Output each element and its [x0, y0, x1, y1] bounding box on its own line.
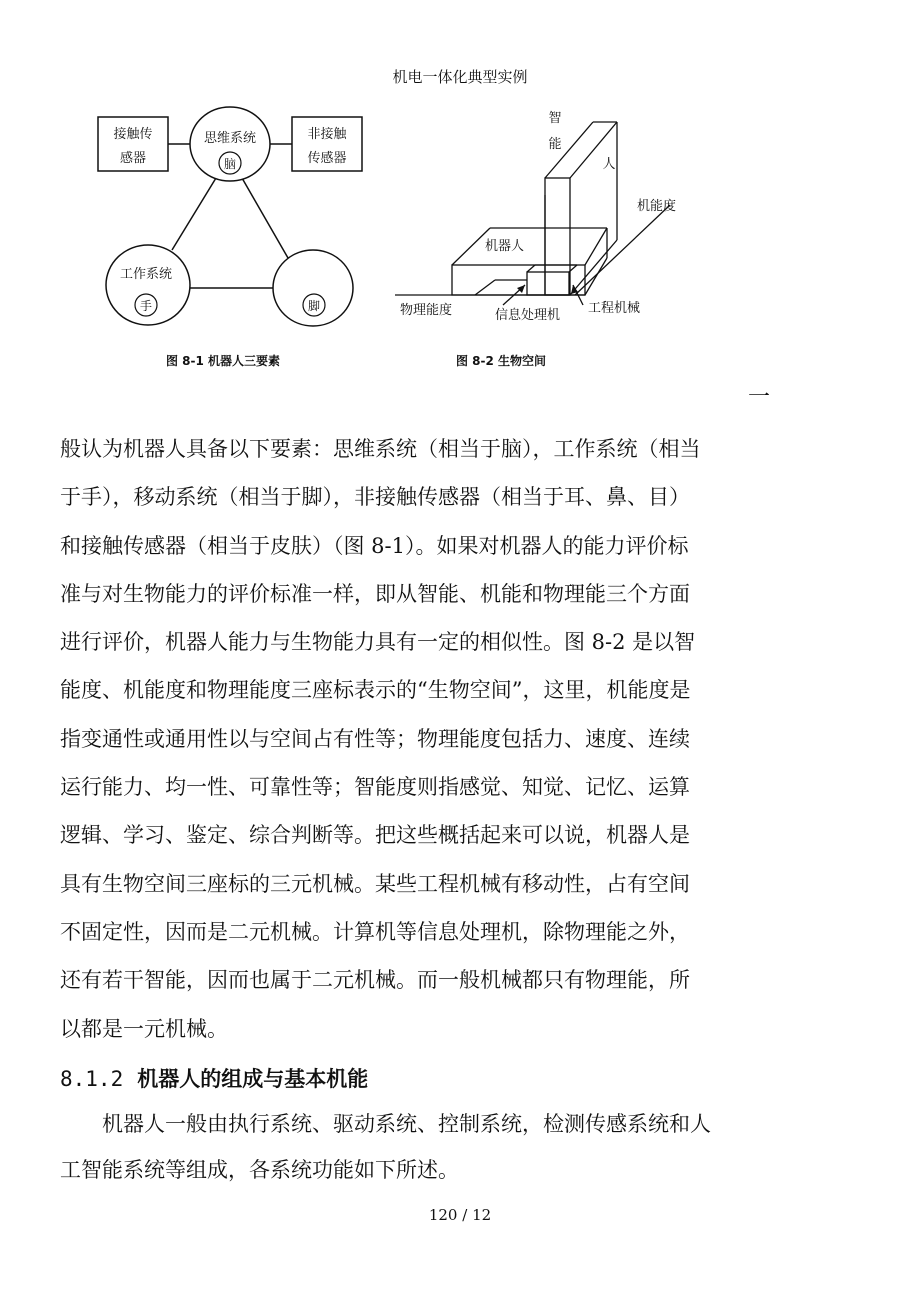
paragraph2-line: 机器人一般由执行系统、驱动系统、控制系统，检测传感系统和人	[102, 1112, 711, 1136]
paragraph1-line: 般认为机器人具备以下要素：思维系统（相当于脑），工作系统（相当	[60, 437, 701, 461]
axis-physical-label: 物理能度	[400, 303, 453, 318]
contact-sensor-line1: 接触传	[113, 127, 153, 142]
brain-label: 脑	[223, 157, 237, 171]
paragraph1-line: 能度、机能度和物理能度三座标表示的“生物空间”，这里，机能度是	[60, 678, 691, 703]
page-header: 机电一体化典型实例	[392, 68, 528, 86]
paragraph1-line: 具有生物空间三座标的三元机械。某些工程机械有移动性，占有空间	[60, 871, 690, 896]
paragraph-1	[60, 425, 712, 1053]
paragraph1-line: 和接触传感器（相当于皮肤）（图 8-1）。如果对机器人的能力评价标	[60, 533, 689, 558]
eng-machine-label: 工程机械	[588, 301, 641, 316]
noncontact-sensor-line2: 传感器	[307, 151, 347, 166]
paragraph1-line: 于手），移动系统（相当于脚），非接触传感器（相当于耳、鼻、目）	[60, 485, 690, 510]
brain-system-label: 思维系统	[203, 131, 257, 146]
foot-label: 脚	[307, 299, 321, 313]
axis-intelligence-1: 智	[548, 111, 562, 126]
info-machine-label: 信息处理机	[495, 308, 561, 323]
section-number: 8.1.2	[60, 1067, 124, 1091]
hand-label: 手	[139, 299, 153, 313]
figure1-caption: 图 8-1 机器人三要素	[166, 354, 281, 368]
line-start-fragment: 一	[748, 385, 771, 410]
figure2-caption: 图 8-2 生物空间	[456, 354, 547, 368]
axis-intelligence-2: 能	[548, 137, 562, 152]
paragraph1-line: 准与对生物能力的评价标准一样，即从智能、机能和物理能三个方面	[60, 581, 690, 606]
contact-sensor-line2: 感器	[119, 151, 147, 166]
paragraph1-line: 进行评价，机器人能力与生物能力具有一定的相似性。图 8-2 是以智	[60, 630, 696, 655]
human-label: 人	[602, 157, 616, 172]
paragraph2-line: 工智能系统等组成，各系统功能如下所述。	[60, 1158, 459, 1182]
noncontact-sensor-line1: 非接触	[307, 127, 347, 142]
figure-biological-space	[395, 100, 695, 330]
axis-mobility-label: 机能度	[637, 199, 677, 214]
paragraph1-line: 逻辑、学习、鉴定、综合判断等。把这些概括起来可以说，机器人是	[60, 823, 690, 848]
paragraph1-line: 运行能力、均一性、可靠性等；智能度则指感觉、知觉、记忆、运算	[60, 775, 690, 800]
page-number: 120 / 12	[428, 1206, 492, 1224]
robot-label: 机器人	[485, 239, 525, 254]
paragraph1-line: 指变通性或通用性以与空间占有性等；物理能度包括力、速度、连续	[60, 726, 690, 751]
paragraph1-line: 不固定性，因而是二元机械。计算机等信息处理机，除物理能之外，	[60, 919, 690, 944]
work-system-label: 工作系统	[119, 267, 173, 282]
paragraph1-line: 以都是一元机械。	[60, 1016, 228, 1041]
figure-robot-three-elements	[90, 100, 380, 340]
paragraph-2	[60, 1101, 712, 1193]
section-heading	[60, 1058, 712, 1100]
paragraph1-line: 还有若干智能，因而也属于二元机械。而一般机械都只有物理能，所	[60, 968, 690, 993]
section-title: 机器人的组成与基本机能	[137, 1066, 369, 1091]
